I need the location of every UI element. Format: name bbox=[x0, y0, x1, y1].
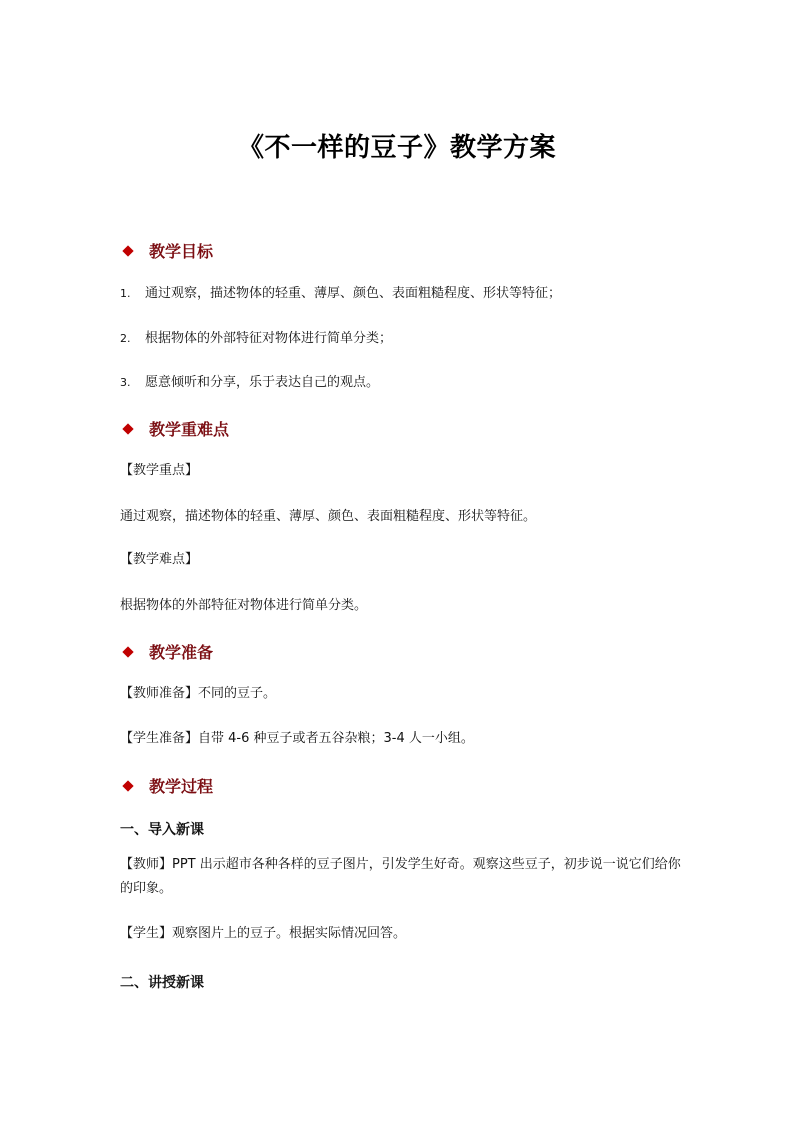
section-heading-goals bbox=[122, 239, 213, 262]
part1-title: 一、导入新课 bbox=[120, 822, 204, 838]
diamond-bullet-icon bbox=[122, 423, 133, 434]
list-item-number: 2. bbox=[120, 332, 131, 345]
list-item bbox=[120, 331, 392, 347]
diamond-bullet-icon bbox=[122, 646, 133, 657]
section-heading-process bbox=[122, 774, 213, 797]
list-item-text: 愿意倾听和分享，乐于表达自己的观点。 bbox=[145, 375, 380, 390]
section-heading-key-points bbox=[122, 417, 229, 440]
student-preparation: 【学生准备】自带 4-6 种豆子或者五谷杂粮；3-4 人一小组。 bbox=[120, 731, 474, 746]
teacher-preparation: 【教师准备】不同的豆子。 bbox=[120, 686, 277, 701]
difficulty-text: 根据物体的外部特征对物体进行简单分类。 bbox=[120, 598, 368, 613]
list-item-number: 3. bbox=[120, 376, 131, 389]
teacher-activity: 【教师】PPT 出示超市各种各样的豆子图片，引发学生好奇。观察这些豆子，初步说一说它们给你的印象。 bbox=[120, 857, 681, 896]
part2-title: 二、讲授新课 bbox=[120, 975, 204, 991]
diamond-bullet-icon bbox=[122, 245, 133, 256]
list-item-number: 1. bbox=[120, 287, 131, 300]
focus-text: 通过观察，描述物体的轻重、薄厚、颜色、表面粗糙程度、形状等特征。 bbox=[120, 509, 537, 524]
section-heading-label: 教学准备 bbox=[149, 643, 214, 662]
section-heading-label: 教学过程 bbox=[149, 777, 214, 796]
section-heading-label: 教学重难点 bbox=[149, 420, 230, 439]
diamond-bullet-icon bbox=[122, 780, 133, 791]
list-item-text: 根据物体的外部特征对物体进行简单分类； bbox=[145, 331, 393, 346]
list-item-text: 通过观察，描述物体的轻重、薄厚、颜色、表面粗糙程度、形状等特征； bbox=[145, 286, 562, 301]
list-item bbox=[120, 286, 561, 302]
section-heading-preparation bbox=[122, 640, 213, 663]
focus-label: 【教学重点】 bbox=[120, 463, 199, 478]
difficulty-label: 【教学难点】 bbox=[120, 552, 199, 567]
list-item bbox=[120, 375, 379, 391]
section-heading-label: 教学目标 bbox=[149, 242, 214, 261]
document-title: 《不一样的豆子》教学方案 bbox=[237, 133, 556, 163]
student-activity: 【学生】观察图片上的豆子。根据实际情况回答。 bbox=[120, 926, 407, 941]
